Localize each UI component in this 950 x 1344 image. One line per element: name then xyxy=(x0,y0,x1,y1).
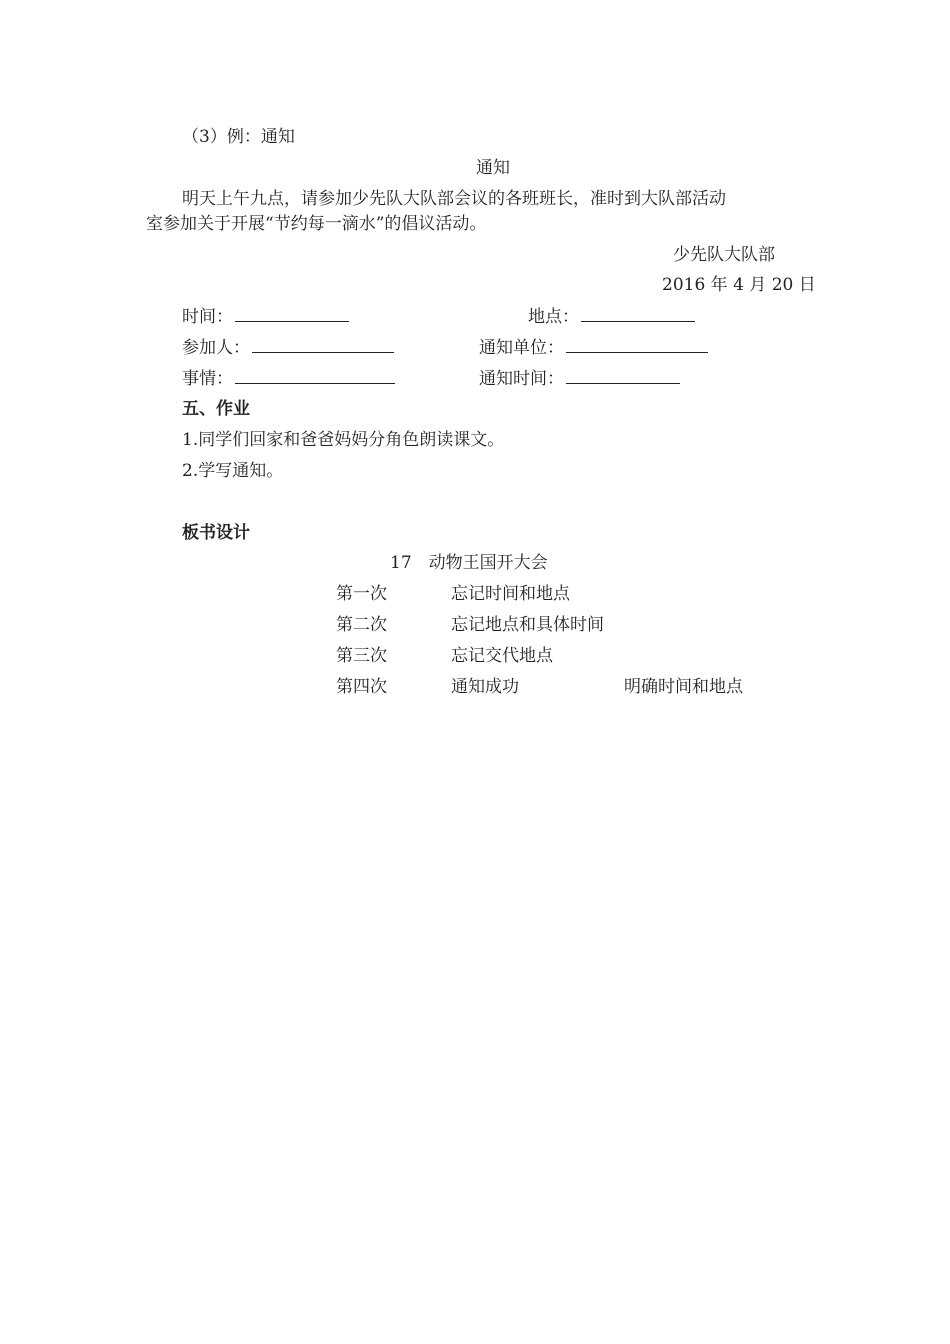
board-row-label: 第三次 xyxy=(336,646,387,666)
board-row-content: 忘记时间和地点 xyxy=(451,584,570,604)
matter-label: 事情： xyxy=(182,369,233,389)
time-label: 时间： xyxy=(182,307,233,327)
board-row-content: 忘记地点和具体时间 xyxy=(451,615,604,635)
unit-field xyxy=(479,336,708,360)
board-row-extra: 明确时间和地点 xyxy=(624,677,743,697)
matter-field xyxy=(182,367,395,391)
notice-time-blank xyxy=(566,367,680,384)
board-title: 17 动物王国开大会 xyxy=(390,553,548,573)
notice-time-label: 通知时间： xyxy=(479,369,564,389)
board-row-label: 第一次 xyxy=(336,584,387,604)
place-blank xyxy=(581,305,695,322)
homework-item: 2.学写通知。 xyxy=(182,461,284,481)
board-row-content: 通知成功 xyxy=(451,677,519,697)
board-row-label: 第四次 xyxy=(336,677,387,697)
notice-date: 2016 年 4 月 20 日 xyxy=(662,275,816,295)
notice-title: 通知 xyxy=(476,158,510,178)
unit-blank xyxy=(566,336,708,353)
place-label: 地点： xyxy=(528,307,579,327)
unit-label: 通知单位： xyxy=(479,338,564,358)
participants-label: 参加人： xyxy=(182,338,250,358)
place-field xyxy=(528,305,695,329)
notice-signature: 少先队大队部 xyxy=(673,245,775,265)
board-row-content: 忘记交代地点 xyxy=(451,646,553,666)
time-blank xyxy=(235,305,349,322)
homework-heading: 五、作业 xyxy=(182,399,250,419)
board-heading: 板书设计 xyxy=(182,523,250,543)
participants-blank xyxy=(252,336,394,353)
matter-blank xyxy=(235,367,395,384)
notice-body-line-1: 明天上午九点，请参加少先队大队部会议的各班班长，准时到大队部活动 xyxy=(182,189,726,209)
notice-body-line-2: 室参加关于开展“节约每一滴水”的倡议活动。 xyxy=(146,214,487,234)
notice-time-field xyxy=(479,367,680,391)
time-field xyxy=(182,305,349,329)
homework-item: 1.同学们回家和爸爸妈妈分角色朗读课文。 xyxy=(182,430,505,450)
example-intro: （3）例：通知 xyxy=(182,127,295,147)
participants-field xyxy=(182,336,394,360)
board-row-label: 第二次 xyxy=(336,615,387,635)
